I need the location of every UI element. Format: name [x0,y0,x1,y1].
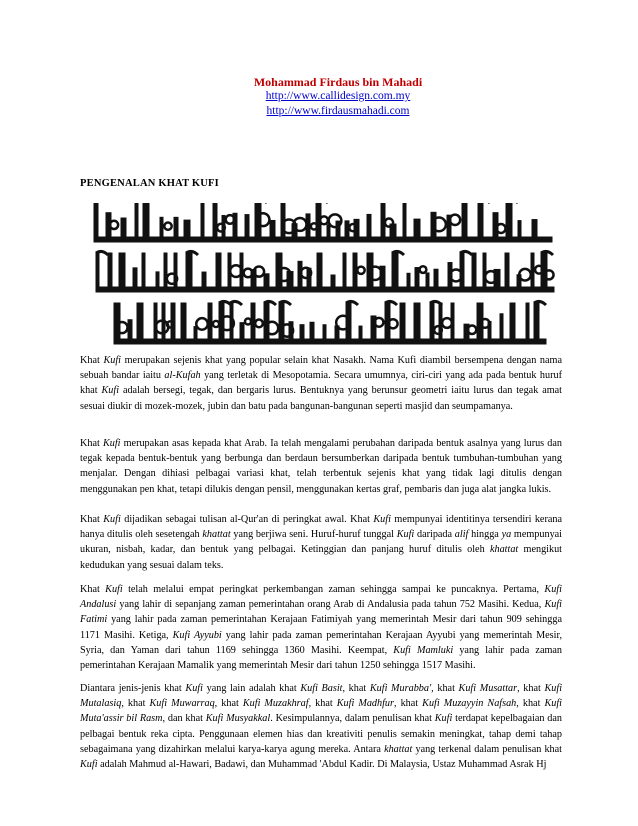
italic-term: khattat [202,529,231,541]
italic-term: ya [501,529,512,541]
calligraphy-stroke [380,266,385,287]
text-run: Diantara jenis-jenis khat [80,683,186,694]
text-run: Khat [80,438,103,449]
paragraph-1 [80,353,562,414]
calligraphy-stroke [270,220,275,237]
calligraphy-stroke [390,224,396,237]
calligraphy-stroke [354,219,359,237]
calligraphy-stroke [174,253,177,287]
calligraphy-stroke [245,215,249,237]
text-run: mempunyai identitinya tersendiri kerana hanya ditulis oleh sesetengah [80,514,562,541]
calligraphy-stroke [230,303,233,339]
italic-term: Kufi [434,713,453,725]
calligraphy-stroke [310,322,314,339]
kufi-calligraphy-image [86,203,560,348]
italic-term: Kufi Musattar [458,683,518,694]
text-run: Khat [80,355,104,366]
text-run: mengikut kedudukan yang sesuai dalam teks. [80,544,563,571]
italic-term: Kufi Mamluki [393,644,454,656]
calligraphy-stroke [121,218,126,237]
calligraphy-stroke [307,268,311,287]
paragraph-5 [80,681,562,772]
calligraphy-stroke [119,253,125,287]
text-run: terdapat kepelbagaian dan pelbagai bentuk reka cipta. Penggunaan elemen hias dan kreativiti penulis semakin meningkat, tahap demi tahap sebagaimana yang dizahirkan melalui karya-karya agung mereka. Antara [80,713,562,755]
calligraphy-stroke [451,303,454,339]
italic-term: Kufi Mutalasiq [80,683,563,710]
text-run: hingga [468,529,502,541]
text-run: , dan khat [162,713,206,725]
author-name: Mohammad Firdaus bin Mahadi [253,75,423,89]
text-run: yang terletak di Mesopotamia. Secara umumnya, ciri-ciri yang ada pada bentuk huruf khat [80,370,562,397]
text-run: , khat [342,683,370,694]
italic-term: Kufi [80,759,98,771]
calligraphy-stroke [143,203,149,237]
calligraphy-stroke [407,273,410,287]
calligraphy-stroke [154,303,157,339]
calligraphy-stroke [414,303,420,339]
calligraphy-stroke [216,253,221,287]
text-run: yang lahir di sepanjang zaman pemerintahan orang Arab di Andalusia pada tahun 752 Masihi. Kedua, [116,599,545,611]
calligraphy-ornament [420,266,427,273]
italic-term: Kufi [185,683,203,694]
website-link-firdausmahadi[interactable]: http://www.firdausmahadi.com [266,105,410,117]
calligraphy-stroke [403,203,406,237]
calligraphy-ornament [320,216,328,224]
calligraphy-stroke [415,268,419,287]
calligraphy-stroke [434,269,438,287]
text-run: . Kesimpulannya, dalam penulisan khat [270,713,435,725]
text-run: adalah Mahmud al-Hawari, Badawi, dan Muhammad 'Abdul Kadir. Di Malaysia, Ustaz Muhammad Asrak Hj [97,759,547,771]
calligraphy-stroke [135,203,138,237]
calligraphy-stroke [162,303,165,339]
calligraphy-stroke [174,217,178,237]
italic-term: Kufi Fatimi [80,599,562,626]
text-run: yang terkenal dalam penulisan khat [412,743,562,755]
text-run: daripada [414,529,455,541]
text-run: yang berjiwa seni. Huruf-huruf tunggal [230,529,397,541]
calligraphy-stroke [264,274,269,287]
italic-term: Kufi Muwarraq [149,698,215,710]
calligraphy-stroke [472,253,476,287]
calligraphy-baseline [96,287,554,292]
italic-term: khattat [384,743,413,755]
calligraphy-stroke [202,272,206,287]
calligraphy-ornament [442,318,452,328]
italic-term: Kufi [373,514,391,525]
calligraphy-stroke [323,325,326,339]
italic-term: alif [454,529,469,541]
paragraph-2 [80,436,562,497]
calligraphy-stroke [532,220,537,237]
text-run: yang lahir pada zaman pemerintahan Kerajaan Ayyubi yang memerintah Mesir, Syria, dan Yaman dari tahun 1169 sehingga 1360 Masihi. Keempat, [80,629,562,656]
calligraphy-stroke [317,253,322,287]
calligraphy-ornament [213,321,219,327]
calligraphy-stroke [534,303,539,339]
text-run: mempunyai ukuran, nisbah, kadar, dan bentuk yang pelbagai. Ketinggian dan panjang huruf ditulis oleh [80,529,563,556]
calligraphy-stroke [531,253,534,287]
text-run: yang lain adalah khat [202,683,301,694]
calligraphy-stroke [251,303,255,339]
text-run: Khat [80,584,106,595]
text-run: Khat [80,514,104,525]
text-run: , khat [121,698,150,710]
text-run: dijadikan sebagai tulisan al-Qur'an di peringkat awal. Khat [120,514,374,525]
italic-term: Kufi [396,529,415,541]
calligraphy-ornament [255,320,263,328]
calligraphy-ornament [245,318,251,324]
italic-term: khattat [489,544,519,556]
calligraphy-stroke [156,272,159,287]
calligraphy-stroke [137,303,143,339]
calligraphy-stroke [240,253,243,287]
calligraphy-stroke [94,203,98,237]
calligraphy-stroke [494,269,500,287]
italic-term: Kufi [102,438,121,449]
calligraphy-stroke [181,303,186,339]
calligraphy-stroke [414,219,420,237]
text-run: , khat [214,698,243,710]
calligraphy-stroke [331,275,335,287]
text-run: , khat [308,698,337,710]
calligraphy-stroke [287,272,293,287]
calligraphy-stroke [430,303,434,339]
italic-term: Kufi Murabba' [369,683,432,694]
italic-term: Kufi Muta'assir bil Rasm [80,698,563,725]
calligraphy-stroke [510,303,515,339]
calligraphy-stroke [213,203,217,237]
calligraphy-stroke [160,217,163,237]
calligraphy-stroke [289,322,293,339]
calligraphy-stroke [327,225,330,237]
calligraphy-stroke [233,213,237,237]
calligraphy-stroke [500,314,503,339]
calligraphy-stroke [400,303,405,339]
calligraphy-stroke [506,203,512,237]
text-run: , khat [517,683,545,694]
italic-term: Kufi Ayyubi [172,629,222,641]
calligraphy-stroke [392,253,398,287]
calligraphy-stroke [359,326,362,339]
calligraphy-stroke [518,221,521,237]
calligraphy-stroke [306,214,310,237]
italic-term: Kufi [103,514,121,525]
italic-term: Kufi Muzakhraf [242,698,309,710]
calligraphy-stroke [478,203,483,237]
calligraphy-stroke [460,253,464,287]
calligraphy-stroke [201,203,204,237]
calligraphy-stroke [488,321,491,339]
calligraphy-stroke [426,273,429,287]
calligraphy-stroke [343,253,346,287]
text-run: , khat [516,698,545,710]
text-run: yang lahir pada zaman pemerintahan Kerajaan Mamalik yang memerintah Mesir dari tahun 1250 sehingga 1517 Masihi. [80,644,563,672]
italic-term: Kufi [101,385,120,397]
italic-term: Kufi [103,355,121,366]
calligraphy-stroke [462,203,467,237]
website-link-callidesign[interactable]: http://www.callidesign.com.my [265,90,411,102]
text-run: , khat [394,698,423,710]
text-run: adalah bersegi, tegak, dan bergaris lurus. Bentuknya yang berunsur geometri iaitu lurus dan tegak amat sesuai diukir di mozek-mozek, jubin dan batu pada bangunan-bangunan seperti masjid dan seumpamanya. [80,385,563,412]
calligraphy-stroke [346,303,351,339]
calligraphy-stroke [240,323,244,339]
calligraphy-stroke [367,214,371,237]
calligraphy-stroke [142,253,145,287]
calligraphy-stroke [133,268,137,287]
calligraphy-stroke [108,253,112,287]
italic-term: Kufi Madhfur [336,698,394,710]
italic-term: Kufi Basit [300,683,343,694]
text-run: merupakan sejenis khat yang popular selain khat Nasakh. Nama Kufi diambil bersempena dengan nama sebuah bandar iaitu [80,355,562,382]
calligraphy-stroke [336,221,340,237]
calligraphy-stroke [526,303,529,339]
calligraphy-ornament [196,318,208,330]
section-title: PENGENALAN KHAT KUFI [80,178,219,189]
italic-term: Kufi Muzayyin Nafsah [422,698,517,710]
text-run: merupakan asas kepada khat Arab. Ia telah mengalami perubahan daripada bentuk asalnya yang lurus dan tegak kepada bentuk-bentuk yang berbunga dan berdaun bersumberkan daripada bentuk tumbuhan-tumbuhan yang menjalar. Dengan dihiasi pelbagai variasi khat, telah terbentuk sejenis khat yang tidak lagi ditulis dengan menggunakan pen khat, tetapi dilukis dengan pensil, menggunakan kertas graf, pembaris dan juga alat jangka lukis. [80,438,562,495]
calligraphy-ornament [110,221,118,229]
calligraphy-baseline [114,339,546,344]
calligraphy-stroke [194,327,197,339]
text-run: telah melalui empat peringkat perkembangan zaman sehingga sampai ke puncaknya. Pertama, [122,584,545,595]
document-header [0,75,638,119]
text-run: , khat [431,683,459,694]
italic-term: Kufi Andalusi [80,584,562,611]
calligraphy-stroke [505,253,509,287]
calligraphy-ornament [357,267,364,274]
calligraphy-ornament [164,223,171,230]
calligraphy-stroke [186,253,192,287]
italic-term: Kufi Musyakkal [205,713,271,725]
calligraphy-stroke [300,325,304,339]
calligraphy-baseline [94,237,552,242]
italic-term: Kufi [105,584,123,595]
calligraphy-stroke [184,220,190,237]
text-run: yang lahir pada zaman pemerintahan Kerajaan Fatimiyah yang memerintah Mesir dari tahun 909 sehingga 1171 Masihi. Ketiga, [80,614,562,641]
paragraph-3 [80,512,562,573]
calligraphy-stroke [483,253,486,287]
italic-term: al-Kufah [164,370,201,382]
calligraphy-stroke [96,253,99,287]
calligraphy-stroke [208,303,212,339]
calligraphy-stroke [171,303,175,339]
calligraphy-stroke [128,320,132,339]
paragraph-4 [80,582,562,673]
